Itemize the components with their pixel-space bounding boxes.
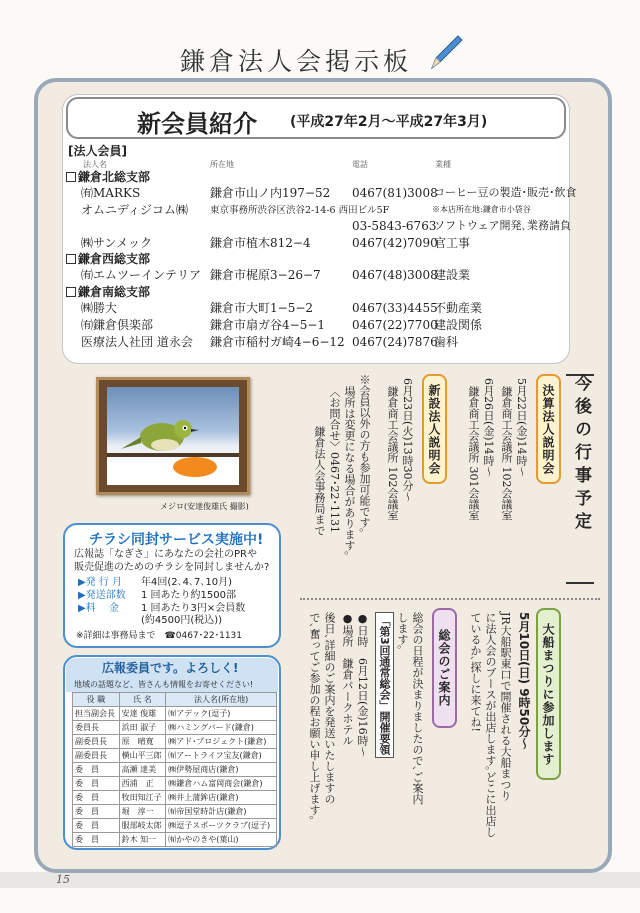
r5-tel: 0467(33)4455 (352, 301, 438, 315)
pr-table-row (73, 749, 277, 763)
flyer-line1: 広報誌「なぎさ」にあなたの会社のPRや (74, 549, 257, 560)
checkbox-icon (66, 287, 76, 297)
checkbox-icon (66, 172, 76, 182)
r6-biz: 建設関係 (434, 318, 483, 332)
kessan-line4: 鎌倉商工会議所 301会議室 (467, 386, 480, 521)
ofuna-date: 5月10日(日) 9時50分～ (517, 612, 531, 750)
kessan-line2: 鎌倉商工会議所 102会議室 (500, 386, 513, 521)
flyer-contact: ※詳細は事務局まで ☎0467･22･1131 (76, 631, 243, 641)
branch-minami: 鎌倉南総支部 (78, 285, 151, 299)
pr-title: 広報委員です。よろしく! (102, 661, 239, 675)
pr-table-cell: 委 員 (73, 805, 120, 819)
pr-table-cell: 原 晴寛 (119, 735, 166, 749)
soukai-line1: 総会の日程が決まりましたので､ご案内 (411, 612, 424, 805)
pr-table-cell: 委 員 (73, 791, 120, 805)
pr-table-cell: 委 員 (73, 819, 120, 833)
pr-table (72, 692, 277, 847)
note-line3: 〈お問合せ〉0467･22･1131 (328, 386, 341, 533)
schedule-heading: 今後の行事予定 (571, 374, 591, 535)
r4-addr: 鎌倉市梶原3−26−7 (210, 268, 321, 282)
flyer-count-label: ▶発送部数 (78, 590, 126, 601)
r3-name: ㈱サンメック (81, 236, 153, 250)
pr-table-cell: ㈲アートライフ宝友(鎌倉) (166, 749, 277, 763)
r2-tel: 03-5843-6763 (352, 219, 437, 233)
pr-table-cell: 横山平三郎 (119, 749, 166, 763)
new-members-title: 新会員紹介 (137, 110, 257, 138)
r6-name: ㈲鎌倉倶楽部 (81, 318, 154, 332)
pr-table-row (73, 721, 277, 735)
note-line2: 場所は変更になる場合があります｡ (343, 386, 356, 557)
r3-tel: 0467(42)7090 (352, 236, 438, 250)
pr-table-cell: ㈱井上蒲鉾店(鎌倉) (166, 791, 277, 805)
pr-table-header (73, 693, 277, 707)
pr-table-cell: 服部岐太郎 (119, 819, 166, 833)
col-phone: 電話 (352, 160, 368, 169)
r2-note: ※本店所在地:鎌倉市小袋谷 (432, 205, 531, 214)
new-members-period: (平成27年2月～平成27年3月) (290, 114, 488, 130)
flyer-fee-value: 1 回あたり3円×会員数 (141, 603, 246, 614)
soukai-tag: 総会のご案内 (432, 608, 457, 728)
shinsetsu-line2: 鎌倉商工会議所 102会議室 (386, 386, 399, 521)
col-name: 法人名 (83, 160, 107, 169)
pr-table-row (73, 763, 277, 777)
pr-table-row (73, 833, 277, 847)
r6-tel: 0467(22)7700 (352, 318, 438, 332)
soukai-box: 「第3回通常総会」開催要領 (375, 612, 394, 758)
ofuna-line3: ているか､探しに来てね! (469, 612, 482, 732)
bulletin-title: 鎌倉法人会掲示板 (180, 47, 413, 76)
flyer-title: チラシ同封サービス実施中! (89, 532, 264, 548)
r7-name: 医療法人社団 道永会 (81, 335, 193, 349)
pr-table-row (73, 791, 277, 805)
flyer-issue-value: 年4回(2､4､7､10月) (141, 577, 232, 588)
checkbox-icon (66, 254, 76, 264)
pr-table-row (73, 735, 277, 749)
flyer-count-value: 1 回あたり約1500部 (141, 590, 236, 601)
pr-header-cell: 法人名(所在地) (166, 693, 277, 707)
r4-biz: 建設業 (434, 268, 471, 282)
r1-addr: 鎌倉市山ノ内197−52 (210, 186, 331, 200)
pr-table-cell: 副委員長 (73, 735, 120, 749)
r7-addr: 鎌倉市稲村ガ崎4−6−12 (210, 335, 345, 349)
footer-bar (0, 872, 640, 888)
r1-name: ㈲MARKS (81, 186, 141, 200)
soukai-line3: ●日時 6月12日(金)16時～ (356, 612, 369, 757)
r3-addr: 鎌倉市植木812−4 (210, 236, 311, 250)
pr-table-cell: 堀 淳一 (119, 805, 166, 819)
pr-table-cell: 委 員 (73, 763, 120, 777)
soukai-line4: ●場所 鎌倉パークホテル (341, 612, 354, 746)
pr-header-cell: 役 職 (73, 693, 120, 707)
soukai-line2: します｡ (396, 612, 409, 651)
r7-tel: 0467(24)7876 (352, 335, 438, 349)
pr-table-cell: ㈱ハミングバード(鎌倉) (166, 721, 277, 735)
ofuna-line2: に法人会のブースが出店します｡どこに出店し (484, 612, 497, 838)
r1-biz: コーヒー豆の製造･販売･飲食 (434, 186, 577, 199)
pr-table-cell: ㈱伊勢屋商店(鎌倉) (166, 763, 277, 777)
photo-caption: メジロ(安達俊雄氏 撮影) (160, 502, 249, 511)
branch-nishi: 鎌倉西総支部 (78, 252, 151, 266)
pr-table-cell: 安達 俊雄 (119, 707, 166, 721)
r2-addr: 東京事務所渋谷区渋谷2-14-6 西田ビル5F (210, 205, 390, 216)
r5-addr: 鎌倉市大町1−5−2 (210, 301, 314, 315)
shinsetsu-line1: 6月23日(火)13時30分～ (401, 378, 414, 502)
section-label: [法人会員] (68, 144, 127, 158)
pr-subtitle: 地域の話題など、皆さんも情報をお寄せください! (74, 680, 254, 689)
ofuna-tag: 大船まつりに参加します (536, 608, 561, 780)
bracket-bottom (566, 582, 594, 584)
pr-table-cell: 西浦 正 (119, 777, 166, 791)
soukai-line5: 後日､詳細のご案内を発送いたしますの (323, 612, 336, 805)
pr-header-cell: 氏 名 (119, 693, 166, 707)
bird-photo (96, 377, 250, 495)
pr-table-cell: ㈲かやのきや(葉山) (166, 833, 277, 847)
ofuna-line1: JR大船駅東口で開催される大船まつり (499, 612, 512, 801)
pr-table-row (73, 819, 277, 833)
kessan-line1: 5月22日(金)14時～ (515, 378, 528, 477)
flyer-issue-label: ▶発 行 月 (78, 577, 123, 588)
white-eye-bird-icon (107, 387, 239, 485)
kessan-line3: 6月26日(金)14時～ (482, 378, 495, 477)
pr-table-row (73, 707, 277, 721)
pr-table-cell: 委員長 (73, 721, 120, 735)
r6-addr: 鎌倉市扇ガ谷4−5−1 (210, 318, 326, 332)
r2-biz: ソフトウェア開発､業務請負 (434, 219, 572, 232)
page-number: 15 (56, 873, 70, 886)
note-line4: 鎌倉法人会事務局まで (313, 426, 326, 536)
pr-table-row (73, 777, 277, 791)
pr-table-cell: 委 員 (73, 833, 120, 847)
r1-tel: 0467(81)3008 (352, 186, 438, 200)
section-divider (300, 598, 600, 600)
flyer-fee-label: ▶料 金 (78, 603, 119, 614)
branch-kita: 鎌倉北総支部 (78, 170, 151, 184)
pr-table-cell: 委 員 (73, 777, 120, 791)
pr-table-cell: 牧田知江子 (119, 791, 166, 805)
r5-name: ㈱勝大 (81, 301, 118, 315)
r4-name: ㈲エムツーインテリア (81, 268, 202, 282)
flyer-fee-value2: (約4500円(税込)) (141, 615, 223, 626)
r2-name: オムニディジコム㈱ (81, 203, 189, 217)
pr-table-cell: ㈱逗子スポーツクラブ(逗子) (166, 819, 277, 833)
r3-biz: 官工事 (434, 236, 471, 250)
shinsetsu-tag: 新設法人説明会 (422, 374, 447, 484)
kessan-tag: 決算法人説明会 (536, 374, 561, 484)
col-business: 業種 (435, 160, 451, 169)
col-address: 所在地 (210, 160, 234, 169)
r7-biz: 歯科 (434, 335, 459, 349)
pr-table-cell: 鈴木 知一 (119, 833, 166, 847)
note-line1: ※会員以外の方も参加可能です｡ (358, 374, 371, 534)
pencil-icon (426, 32, 466, 72)
pr-table-cell: ㈲帝国堂時計店(鎌倉) (166, 805, 277, 819)
pr-table-cell: 担当副会長 (73, 707, 120, 721)
pr-table-row (73, 805, 277, 819)
soukai-line6: で､奮ってご参加の程お願い申し上げます｡ (308, 612, 321, 821)
pr-table-cell: ㈱鎌倉ハム富岡商会(鎌倉) (166, 777, 277, 791)
pr-table-cell: ㈱アド･プロジェクト(鎌倉) (166, 735, 277, 749)
pr-table-cell: 副委員長 (73, 749, 120, 763)
r5-biz: 不動産業 (434, 301, 483, 315)
pr-table-cell: 高瀬 達美 (119, 763, 166, 777)
pr-table-cell: 浜田 淑子 (119, 721, 166, 735)
flyer-line2: 販売促進のためのチラシを同封しませんか? (74, 562, 270, 573)
r4-tel: 0467(48)3008 (352, 268, 438, 282)
pr-table-cell: ㈲アデック(逗子) (166, 707, 277, 721)
